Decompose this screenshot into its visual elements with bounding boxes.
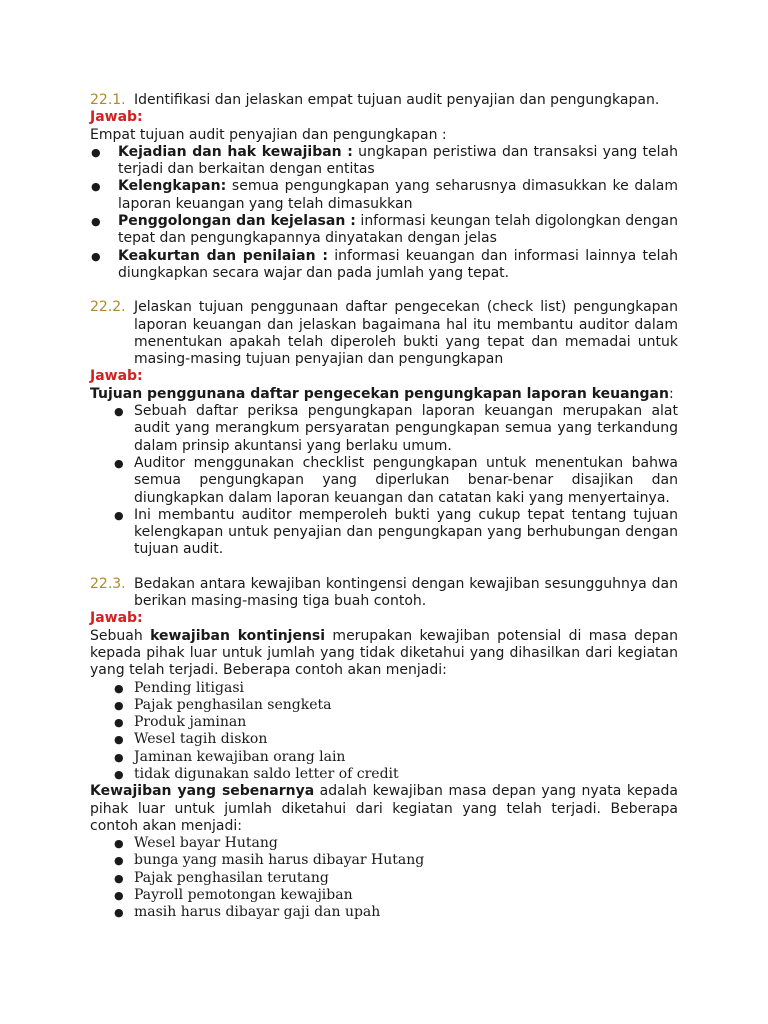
question-number: 22.1. [90,92,126,108]
answer-intro: Empat tujuan audit penyajian dan pengungkapan : [90,126,447,143]
list-item [90,213,678,248]
list-item [90,144,678,179]
question-number: 22.2. [90,299,126,316]
bullet-icon: ● [91,215,101,229]
list-item: ● Ini membantu auditor memperoleh bukti yang cukup tepat tentang tujuan kelengkapan untuk penyajian dan pengungkapan yang berhubungan dengan tujuan audit. [90,507,678,559]
list-item: ● Pajak penghasilan sengketa [90,697,678,714]
answer-label: Jawab: [90,368,143,385]
objectives-list [90,144,678,282]
list-item [90,178,678,213]
question-22-3 [90,576,678,611]
bullet-icon: ● [114,767,124,781]
list-item: ● Produk jaminan [90,714,678,731]
bullet-icon: ● [114,405,124,419]
list-item: ● Auditor menggunakan checklist pengungkapan untuk menentukan bahwa semua pengungkapan yang diperlukan benar-benar disajikan dan diungkapkan dalam laporan keuangan dan catatan kaki yang menyertainya. [90,455,678,507]
bullet-icon: ● [114,906,124,920]
list-item: ● Pending litigasi [90,680,678,697]
checklist-purpose-list [90,403,678,559]
list-item: ● Pajak penghasilan terutang [90,870,678,887]
bullet-icon: ● [91,249,101,263]
contingent-examples-list [90,680,678,784]
bullet-icon: ● [91,180,101,194]
question-text: Jelaskan tujuan penggunaan daftar pengecekan (check list) pengungkapan laporan keuangan dan jelaskan bagaimana hal itu membantu auditor dalam menentukan apakah telah diperoleh bukti yang tepat dan memadai untuk masing-masing tujuan penyajian dan pengungkapan [134,299,678,368]
list-item [90,248,678,283]
list-item: ● bunga yang masih harus dibayar Hutang [90,852,678,869]
item-term: Penggolongan dan kejelasan : [118,213,356,230]
item-desc: informasi keungan telah digolongkan dengan tepat dan pengungkapannya dinyatakan dengan jelas [118,213,679,247]
actual-liability-paragraph: Kewajiban yang sebenarnya adalah kewajiban masa depan yang nyata kepada pihak luar untuk jumlah diketahui dari kegiatan yang telah terjadi. Beberapa contoh akan menjadi: [90,783,679,834]
item-desc: semua pengungkapan yang seharusnya dimasukkan ke dalam laporan keuangan yang telah dimasukkan [118,178,678,212]
question-text: Identifikasi dan jelaskan empat tujuan audit penyajian dan pengungkapan. [134,92,660,108]
bullet-icon: ● [114,698,124,712]
bullet-icon: ● [114,456,124,470]
answer-label: Jawab: [90,109,143,126]
bullet-icon: ● [114,750,124,764]
answer-heading [90,386,678,403]
item-desc: informasi keuangan dan informasi lainnya telah diungkapkan secara wajar dan pada jumlah yang tepat. [118,247,678,281]
bullet-icon: ● [91,145,101,159]
bullet-icon: ● [114,854,124,868]
answer-label: Jawab: [90,610,143,627]
question-22-2 [90,299,678,368]
question-number: 22.3. [90,575,126,592]
question-text: Bedakan antara kewajiban kontingensi dengan kewajiban sesungguhnya dan berikan masing-masing tiga buah contoh. [134,575,678,610]
bullet-icon: ● [114,889,124,903]
bullet-icon: ● [114,871,124,885]
item-desc: ungkapan peristiwa dan transaksi yang telah terjadi dan berkaitan dengan entitas [118,143,678,178]
heading-suffix: : [668,385,674,402]
list-item: ● Sebuah daftar periksa pengungkapan laporan keuangan merupakan alat audit yang merangkum persyaratan pengungkapan semua yang terkandung dalam prinsip akuntansi yang berlaku umum. [90,403,678,455]
bullet-icon: ● [114,508,124,522]
item-term: Keakurtan dan penilaian : [118,247,328,264]
actual-examples-list [90,835,678,921]
bullet-icon: ● [114,716,124,730]
list-item: ● masih harus dibayar gaji dan upah [90,904,678,921]
item-term: Kelengkapan: [118,178,227,195]
contingent-liability-paragraph: Sebuah kewajiban kontinjensi merupakan kewajiban potensial di masa depan kepada pihak luar untuk jumlah yang tidak diketahui yang dihasilkan dari kegiatan yang telah terjadi. Beberapa contoh akan menjadi: [90,627,679,679]
bullet-icon: ● [114,837,124,851]
bullet-icon: ● [114,681,124,695]
bullet-icon: ● [114,733,124,747]
list-item: ● Wesel tagih diskon [90,731,678,748]
heading-text: Tujuan penggunana daftar pengecekan pengungkapan laporan keuangan [90,385,669,402]
list-item: ● tidak digunakan saldo letter of credit [90,766,678,783]
list-item: ● Wesel bayar Hutang [90,835,678,852]
question-22-1 [90,92,678,109]
item-term: Kejadian dan hak kewajiban : [118,143,353,160]
list-item: ● Jaminan kewajiban orang lain [90,749,678,766]
list-item: ● Payroll pemotongan kewajiban [90,887,678,904]
